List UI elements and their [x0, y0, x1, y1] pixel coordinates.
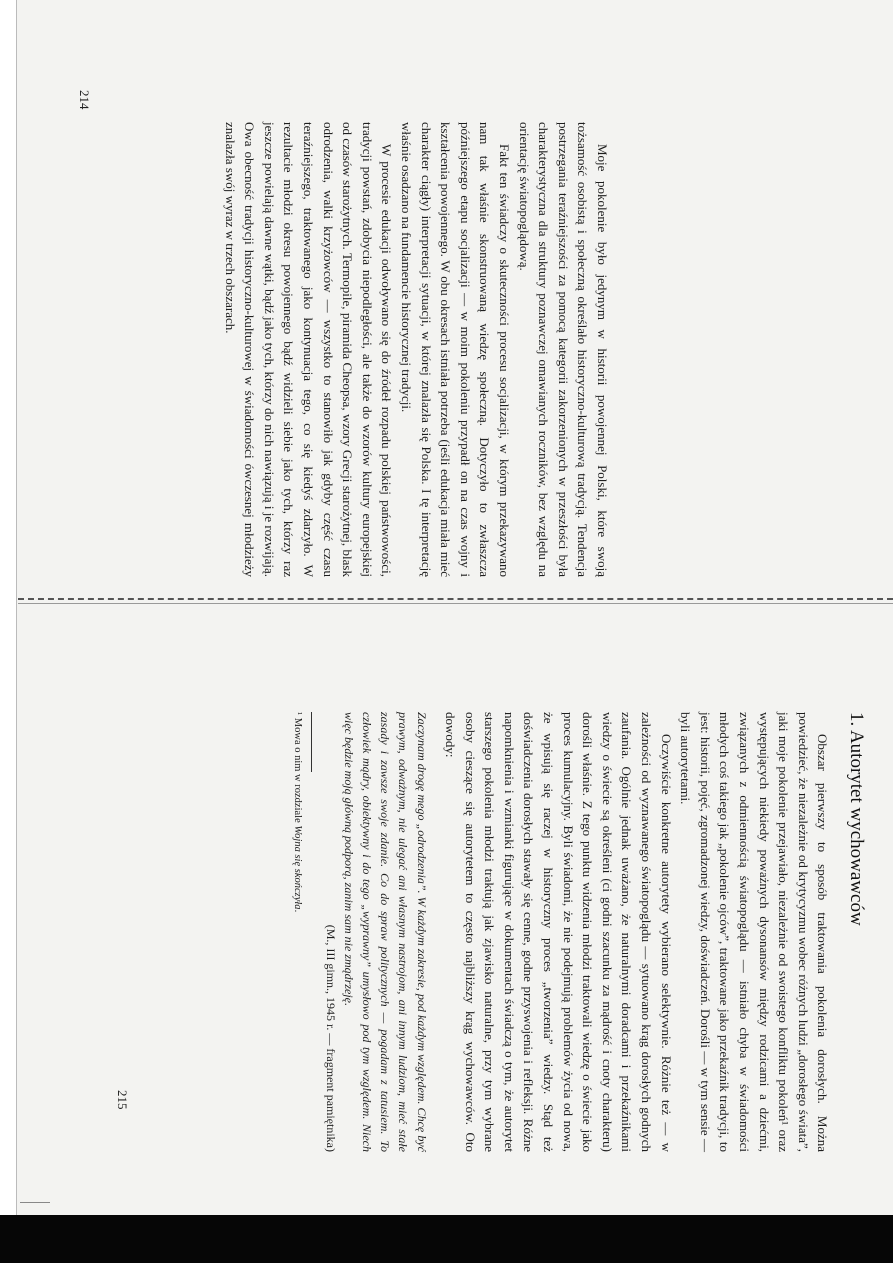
- scanner-bottom-band: [0, 1215, 893, 1263]
- paragraph: Fakt ten świadczy o skuteczności procesu socjalizacji, w którym przekazywano nam tak właśnie skonstruowaną wiedzę społeczną. Dotyczyło to zwłaszcza późniejszego etapu socjalizacji — w moim pokoleniu przypadł on na czas wojny i kształcenia powojennego. W obu okresach istniała potrzeba (jeśli edukacja miała mieć charakter ciągły) interpretacji sytuacji, w której znalazła się Polska. I tę interpretację właśnie osadzano na fundamencie historycznej tradycji.: [399, 122, 513, 577]
- page-215-text: [106, 712, 866, 1152]
- quote: Zaczynam drogę mego „odrodzenia”. W każdym zakresie, pod każdym względem. Chcę być prawym, odważnym, nie ulegać ani własnym nastrojom, ani innym ludziom, mieć stałe zasady i zawsze swoje zdanie. Co do spraw politycznych — pogadam z tatusiem. To człowiek mądry, obiektywny i do tego „wyprawny” umysłowo pod tym względem. Niech więc będzie moją główną podporą, zanim sam nie zmądrzeję.: [341, 712, 429, 1152]
- paragraph: Obszar pierwszy to sposób traktowania pokolenia dorosłych. Można powiedzieć, że niezależnie od krytycyzmu wobec różnych ludzi „dorosłego świata”, jaki moje pokolenie przejawiało, niezależnie od swoistego konfliktu pokoleń¹ oraz występujących niekiedy poważnych dysonansów między rodzicami a dziećmi, związanych z odmiennością światopoglądu — istniało chyba w świadomości młodych coś takiego jak „pokolenie ojców”, traktowane jako przekaźnik tradycji, to jest: historii, pojęć, zgromadzonej wiedzy, doświadczeń. Dorośli — w tym sensie — byli autorytetami.: [678, 712, 831, 1152]
- page-number: 215: [115, 1090, 130, 1110]
- footnote-text: ¹ Mowa o nim w rozdziale: [291, 712, 303, 826]
- chapter-title: 1. Autorytet wychowawców: [846, 712, 867, 926]
- page-fold-shadow: [18, 603, 893, 604]
- footnote-end: .: [291, 909, 303, 913]
- quote-source: (M., III gimn., 1945 r. — fragment pamiętnika): [323, 924, 338, 1152]
- paragraph: Moje pokolenie było jedynym w historii powojennej Polski, które swoją tożsamość osobistą i społeczną określało historyczno-kulturową tradycją. Tendencja postrzegania teraźniejszości za pomocą kategorii zakorzenionych w przeszłości była charakterystyczna dla struktury poznawczej omawianych roczników, bez względu na orientację światopoglądową.: [516, 122, 610, 577]
- page-edge: [0, 0, 17, 1215]
- paragraph: W procesie edukacji odwoływano się do źródeł rozpadu polskiej państwowości, tradycji powstań, zdobycia niepodległości, ale także do wzorów kultury europejskiej od czasów starożytnych. Termopile, piramida Cheopsa, wzory Grecji starożytnej, blask odrodzenia, walki krzyżowców — wszystko to stanowiło jak gdyby część czasu teraźniejszego, traktowanego jako kontynuacja tego, co się kiedyś zdarzyło. W rezultacie młodzi okresu powojennego bądź widzieli siebie jako tych, którzy raz jeszcze powielają dawne wątki, bądź jako tych, którzy do nich nawiązują i je rozwijają. Owa obecność tradycji historyczno-kulturowej w świadomości ówczesnej młodzieży znalazła swój wyraz w trzech obszarach.: [222, 122, 395, 577]
- footnote-italic: Wojna się skończyła: [291, 825, 303, 910]
- page-number: 214: [77, 90, 92, 110]
- page-214-text: [112, 122, 612, 577]
- paragraph: Oczywiście konkretne autorytety wybierano selektywnie. Różnie też — w zależności od wyznawanego światopoglądu — sytuowano krąg dorosłych godnych zaufania. Ogólnie jednak uważano, że naturalnymi doradcami i przekaźnikami wiedzy o świecie są określeni (ci godni szacunku za mądrość i cnoty charakteru) dorośli właśnie. Z tego punktu widzenia młodzi traktowali wiedzę o świecie jako proces kumulacyjny. Byli świadomi, że nie podejmują problemów życia od nowa, że wpisują się raczej w historyczny proces „tworzenia” wiedzy. Stąd też doświadczenia dorosłych stawały się cenne, godne przyswojenia i refleksji. Różne napomknienia i wzmianki figurujące w dokumentach świadczą o tym, że autorytet starszego pokolenia młodzi traktują jak zjawisko naturalne, przy tym wybrane osoby cieszące się autorytetem to często najbliższy krąg wychowawców. Oto dowody:: [443, 712, 674, 1152]
- margin-mark: [20, 1202, 50, 1203]
- footnote: [290, 712, 305, 1152]
- page-fold-line: [18, 598, 893, 600]
- footnote-rule: [311, 712, 312, 772]
